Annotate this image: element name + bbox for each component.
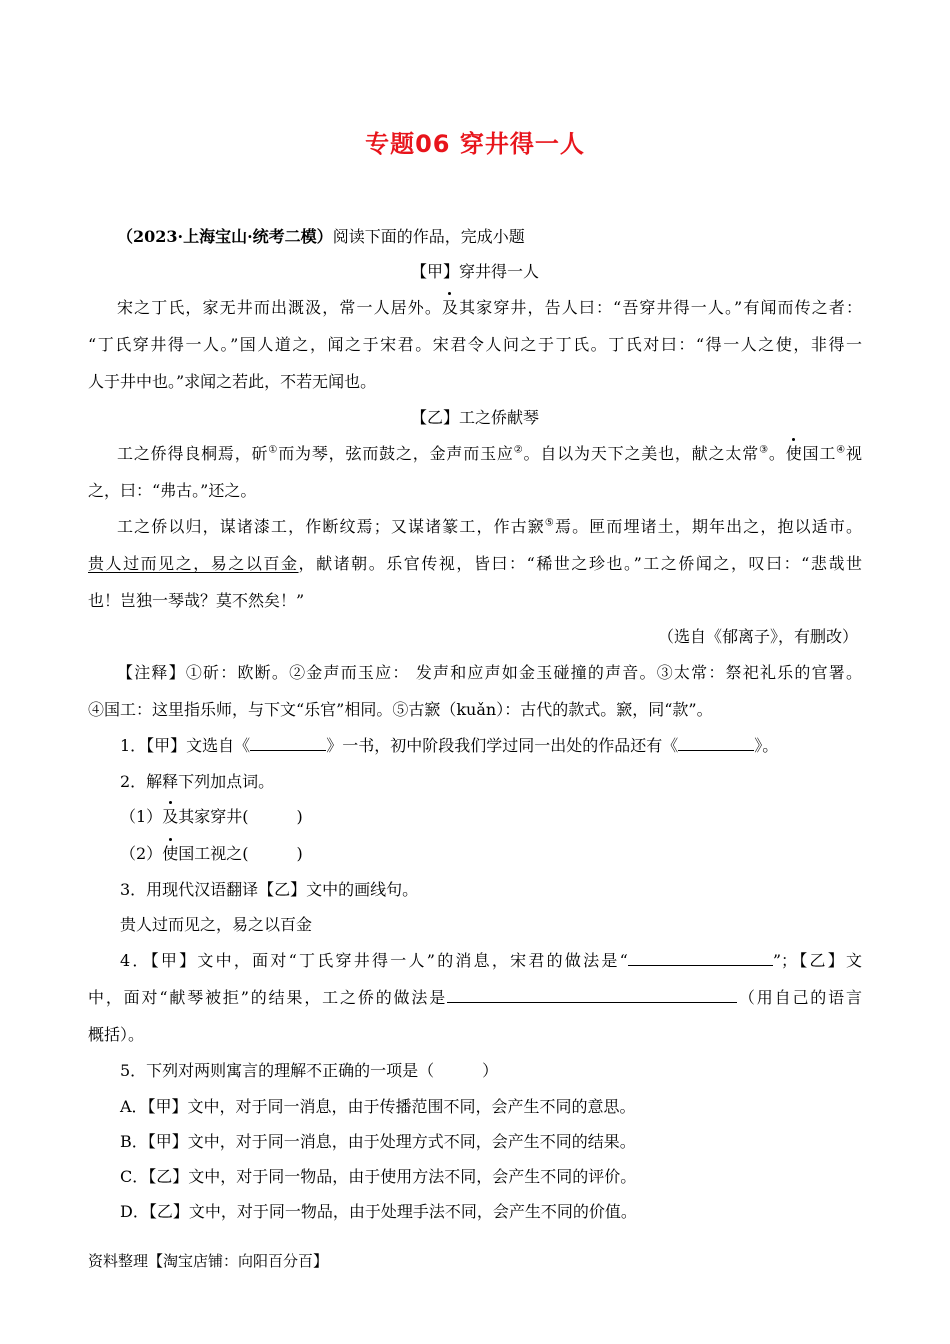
question-4-line-1: 4．【甲】文中，面对“丁氏穿井得一人”的消息，宋君的做法是“ ”；【乙】文 bbox=[120, 951, 862, 970]
option-d[interactable]: D．【乙】文中，对于同一物品，由于处理手法不同，会产生不同的价值。 bbox=[120, 1202, 637, 1221]
answer-blank[interactable] bbox=[250, 736, 326, 751]
passage-b-line-3: 工之侨以归，谋诸漆工，作断纹焉；又谋诸篆工，作古窾⑤焉。匣而埋诸土，期年出之，抱以适市。 bbox=[117, 517, 862, 536]
passage-b-source: （选自《郁离子》，有删改） bbox=[657, 627, 858, 646]
emphasis-dot-ji: 及 bbox=[162, 807, 179, 826]
option-a[interactable]: A．【甲】文中，对于同一消息，由于传播范围不同，会产生不同的意思。 bbox=[120, 1097, 636, 1116]
passage-b-line-4: 贵人过而见之，易之以百金，献诸朝。乐官传视，皆曰：“稀世之珍也。”工之侨闻之，叹曰：“悲哉世 bbox=[88, 554, 862, 573]
notes-line-1: 【注释】①斫：欧断。②金声而玉应： 发声和应声如金玉碰撞的声音。③太常：祭祀礼乐的官署。 bbox=[117, 663, 862, 682]
question-2: 2．解释下列加点词。 bbox=[120, 772, 275, 791]
emphasis-dot-shi: 使 bbox=[162, 844, 179, 863]
emphasis-dot-ji: 及 bbox=[441, 298, 458, 317]
answer-blank[interactable] bbox=[678, 736, 754, 751]
option-b[interactable]: B．【甲】文中，对于同一消息，由于处理方式不同，会产生不同的结果。 bbox=[120, 1132, 636, 1151]
answer-blank[interactable] bbox=[628, 951, 773, 966]
note-marker-5: ⑤ bbox=[544, 517, 556, 529]
note-marker-2: ② bbox=[513, 444, 524, 456]
question-4-line-2: 中，面对“献琴被拒”的结果，工之侨的做法是 （用自己的语言 bbox=[88, 988, 862, 1007]
underlined-sentence: 贵人过而见之，易之以百金 bbox=[88, 554, 299, 573]
question-source: （2023·上海宝山·统考二模） bbox=[117, 227, 333, 246]
page-title: 专题06 穿井得一人 bbox=[365, 130, 585, 158]
note-marker-1: ① bbox=[268, 444, 279, 456]
question-4-line-3: 概括）。 bbox=[88, 1025, 145, 1044]
question-1: 1．【甲】文选自《 》一书，初中阶段我们学过同一出处的作品还有《 》。 bbox=[120, 736, 779, 755]
note-marker-3: ③ bbox=[759, 444, 769, 456]
instruction-text: 阅读下面的作品，完成小题 bbox=[332, 227, 525, 246]
footer-text: 资料整理【淘宝店铺：向阳百分百】 bbox=[88, 1252, 329, 1270]
passage-a-line-1: 宋之丁氏，家无井而出溉汲，常一人居外。及其家穿井，告人曰：“吾穿井得一人。”有闻而传之者： bbox=[117, 298, 862, 317]
emphasis-dot-shi: 使 bbox=[785, 444, 802, 463]
intro-line bbox=[117, 226, 525, 248]
note-marker-4: ④ bbox=[836, 444, 846, 456]
notes-line-2: ④国工：这里指乐师，与下文“乐官”相同。⑤古窾（kuǎn）：古代的款式。窾，同“款”。 bbox=[88, 700, 713, 719]
question-3: 3．用现代汉语翻译【乙】文中的画线句。 bbox=[120, 880, 419, 899]
passage-b-line-1: 工之侨得良桐焉，斫①而为琴，弦而鼓之，金声而玉应②。自以为天下之美也，献之太常③。使国工④视 bbox=[117, 444, 862, 463]
passage-b-heading: 【乙】工之侨献琴 bbox=[410, 408, 539, 427]
question-2-item-1: （1）及其家穿井( ) bbox=[120, 807, 303, 826]
passage-a-line-2: “丁氏穿井得一人。”国人道之，闻之于宋君。宋君令人问之于丁氏。丁氏对曰：“得一人之使，非得一 bbox=[88, 335, 862, 354]
passage-b-line-2: 之，曰：“弗古。”还之。 bbox=[88, 481, 257, 500]
question-5: 5．下列对两则寓言的理解不正确的一项是（ ） bbox=[120, 1061, 499, 1080]
answer-blank[interactable] bbox=[447, 988, 737, 1003]
passage-a-heading: 【甲】穿井得一人 bbox=[410, 262, 539, 281]
passage-b-line-5: 也！岂独一琴哉？莫不然矣！” bbox=[88, 591, 305, 610]
passage-a-line-3: 人于井中也。”求闻之若此，不若无闻也。 bbox=[88, 372, 377, 391]
option-c[interactable]: C．【乙】文中，对于同一物品，由于使用方法不同，会产生不同的评价。 bbox=[120, 1167, 637, 1186]
question-2-item-2: （2）使国工视之( ) bbox=[120, 844, 303, 863]
question-3-sentence: 贵人过而见之，易之以百金 bbox=[120, 915, 313, 934]
